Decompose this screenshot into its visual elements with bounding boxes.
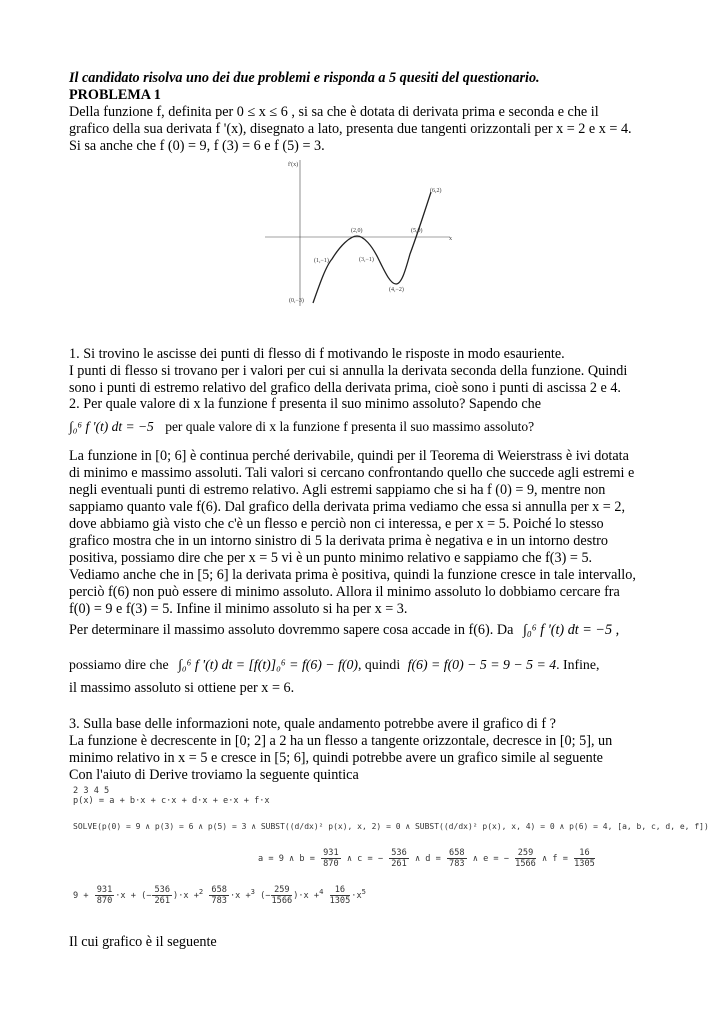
integral-expression: ∫₀⁶ f '(t) dt = −5 (69, 419, 154, 434)
final-d-num: 658 (211, 885, 227, 895)
max-integral-a: ∫₀⁶ f '(t) dt = −5 , (522, 622, 620, 638)
final-b-den: 870 (96, 896, 113, 906)
problem-title: PROBLEMA 1 (69, 87, 161, 103)
final-b-num: 931 (96, 885, 113, 895)
q2-paragraph-5: dove abbiamo già visto che c'è un flesso e perciò non ci interessa, e per x = 5. Poiché lo stesso (69, 516, 604, 532)
sol-d: ∧ d = (414, 854, 441, 864)
derivative-curve (313, 192, 431, 303)
point-label: (2,0) (351, 228, 363, 234)
b-num: 931 (323, 848, 339, 858)
max-integral-b: ∫₀⁶ f '(t) dt = [f(t)]₀⁶ = f(6) − f(0) (178, 657, 358, 672)
max-text-a: Per determinare il massimo assoluto dovremmo sapere cosa accade in f(6). Da (69, 622, 514, 638)
max-text-e: . Infine, (556, 657, 600, 672)
point-label: (5,0) (411, 228, 423, 234)
graph-ylabel: f'(x) (288, 162, 299, 168)
q2-paragraph-7: positiva, possiamo dire che per x = 5 vi è un punto minimo relativo e sappiamo che f(3) = 5. (69, 550, 593, 566)
q1-answer-1: I punti di flesso si trovano per i valori per cui si annulla la derivata seconda della funzione. Quindi (69, 363, 628, 379)
q3-answer-2: minimo relativo in x = 5 e cresce in [5; 6], quindi potrebbe avere un grafico simile al seguente (69, 750, 603, 766)
exp-4: 4 (319, 887, 324, 897)
q2-paragraph-4: sappiamo quanto vale f(6). Dal grafico della derivata prima vediamo che essa si annulla per x = 2, (69, 499, 625, 515)
f-num: 16 (574, 848, 595, 859)
solve-command: SOLVE(p(0) = 9 ∧ p(3) = 6 ∧ p(5) = 3 ∧ SUBST((d/dx)² p(x), x, 2) = 0 ∧ SUBST((d/dx)² p(x), x, 4) = 0 ∧ p(6) = 4, [a, b, c, d, e, f]) (73, 822, 709, 831)
q2-paragraph-1: La funzione in [0; 6] è continua perché derivabile, quindi per il Teorema di Weierstrass è ivi dotata (69, 448, 629, 464)
final-d-den: 783 (211, 896, 227, 906)
final-e-num: 259 (271, 885, 292, 896)
q2-paragraph-3: negli eventuali punti di estremo relativo. Agli estremi sappiamo che si ha f (0) = 9, mentre non (69, 482, 606, 498)
final-x3: ·x + (229, 891, 251, 901)
quintic-result: 9 + $\frac{931}{870}$ ·x + (− $\frac{536}{261}$ )·x +$^2$ $\frac{658}{783}$ ·x +$^3$ (− $\frac{259}{1566}$ )·x +$^4$ $\frac{16}{1305}$ $\cdot x^5$ (73, 885, 366, 906)
q2-paragraph-6: grafico mostra che in un intorno sinistro di 5 la derivata prima è negativa e in un intorno destro (69, 533, 608, 549)
closing-line: Il cui grafico è il seguente (69, 934, 217, 950)
intro-line: Il candidato risolva uno dei due problemi e risponda a 5 quesiti del questionario. (69, 70, 540, 86)
f-den: 1305 (574, 859, 595, 869)
final-c-num: 536 (154, 885, 171, 895)
e-den: 1566 (515, 859, 536, 869)
final-x5: ·x (351, 891, 362, 901)
exp-5: 5 (361, 887, 366, 897)
b-den: 870 (323, 859, 339, 869)
q3-answer-3: Con l'aiuto di Derive troviamo la seguente quintica (69, 767, 359, 783)
d-num: 658 (449, 848, 465, 858)
max-equation: f(6) = f(0) − 5 = 9 − 5 = 4 (407, 657, 557, 672)
sol-e: ∧ e = − (472, 854, 509, 864)
q3-question: 3. Sulla base delle informazioni note, quale andamento potrebbe avere il grafico di f ? (69, 716, 556, 732)
q2-max-line-1 (69, 622, 659, 639)
c-den: 261 (391, 859, 407, 869)
sol-f: ∧ f = (542, 854, 568, 864)
q2-paragraph-8: Vediamo anche che in [5; 6] la derivata prima è positiva, quindi la funzione cresce in tale intervallo, (69, 567, 636, 583)
final-f (330, 885, 351, 906)
q2-question-1: 2. Per quale valore di x la funzione f presenta il suo minimo assoluto? Sapendo che (69, 396, 542, 412)
b-fraction (321, 848, 341, 869)
sol-a: a = 9 ∧ b = (258, 854, 315, 864)
final-x: ·x + (115, 891, 136, 901)
max-text-b: possiamo dire che (69, 657, 169, 672)
q3-answer-1: La funzione è decrescente in [0; 2] a 2 ha un flesso a tangente orizzontale, decresce in [0; 5], un (69, 733, 613, 749)
q2-paragraph-10: f(0) = 9 e f(3) = 5. Infine il minimo assoluto si ha per x = 3. (69, 601, 408, 617)
final-f-den: 1305 (329, 896, 351, 906)
final-x4: ·x + (298, 891, 320, 901)
point-label: (3,−1) (359, 257, 374, 263)
point-label: (6,2) (430, 188, 442, 194)
q2-paragraph-9: perciò f(6) non può essere di minimo assoluto. Allora il minimo assoluto lo dobbiamo cercare fra (69, 584, 620, 600)
statement-line-2: grafico della sua derivata f '(x), disegnato a lato, presenta due tangenti orizzontali per x = 2 e x = 4. (69, 121, 632, 137)
q2-paragraph-2: di minimo e massimo assoluti. Tali valori si cercano confrontando quello che succede agli estremi e (69, 465, 635, 481)
q2-question-2 (69, 418, 629, 435)
poly-exponents: 2 3 4 5 (73, 786, 110, 796)
q2-max-line-3: il massimo assoluto si ottiene per x = 6. (69, 680, 295, 696)
solution-row (258, 848, 596, 869)
q2-question-text: per quale valore di x la funzione f presenta il suo massimo assoluto? (165, 419, 535, 434)
point-label: (1,−1) (314, 258, 329, 264)
graph-xlabel: x (449, 236, 452, 242)
q2-max-line-2 (69, 656, 659, 673)
final-e-den: 1566 (271, 896, 293, 906)
exp-2: 2 (198, 887, 204, 897)
exp-3: 3 (250, 887, 255, 897)
e-num: 259 (515, 848, 536, 859)
final-c-den: 261 (154, 896, 171, 906)
d-den: 783 (449, 859, 465, 869)
e-fraction (515, 848, 536, 869)
q1-answer-2: sono i punti di estremo relativo del grafico della derivata prima, cioè sono i punti di ascissa 2 e 4. (69, 380, 621, 396)
c-fraction (389, 848, 409, 869)
final-e (271, 885, 292, 906)
sol-c: ∧ c = − (346, 854, 384, 864)
q1-question: 1. Si trovino le ascisse dei punti di flesso di f motivando le risposte in modo esauriente. (69, 346, 565, 362)
statement-line-3: Si sa anche che f (0) = 9, f (3) = 6 e f (5) = 3. (69, 138, 325, 154)
f-fraction (574, 848, 595, 869)
final-f-num: 16 (330, 885, 351, 896)
c-num: 536 (391, 848, 407, 858)
final-lead: 9 + (73, 891, 89, 901)
d-fraction (447, 848, 467, 869)
poly-definition: p(x) = a + b·x + c·x + d·x + e·x + f·x (73, 796, 270, 806)
final-b (95, 885, 115, 906)
final-d (209, 885, 229, 906)
final-x2: ·x + (178, 891, 199, 901)
final-c (152, 885, 172, 906)
point-label: (4,−2) (389, 287, 404, 293)
point-label: (0,−3) (289, 298, 304, 304)
statement-line-1: Della funzione f, definita per 0 ≤ x ≤ 6 , si sa che è dotata di derivata prima e seconda e che il (69, 104, 599, 120)
derivative-graph (260, 158, 460, 308)
max-text-c: , quindi (358, 657, 401, 672)
